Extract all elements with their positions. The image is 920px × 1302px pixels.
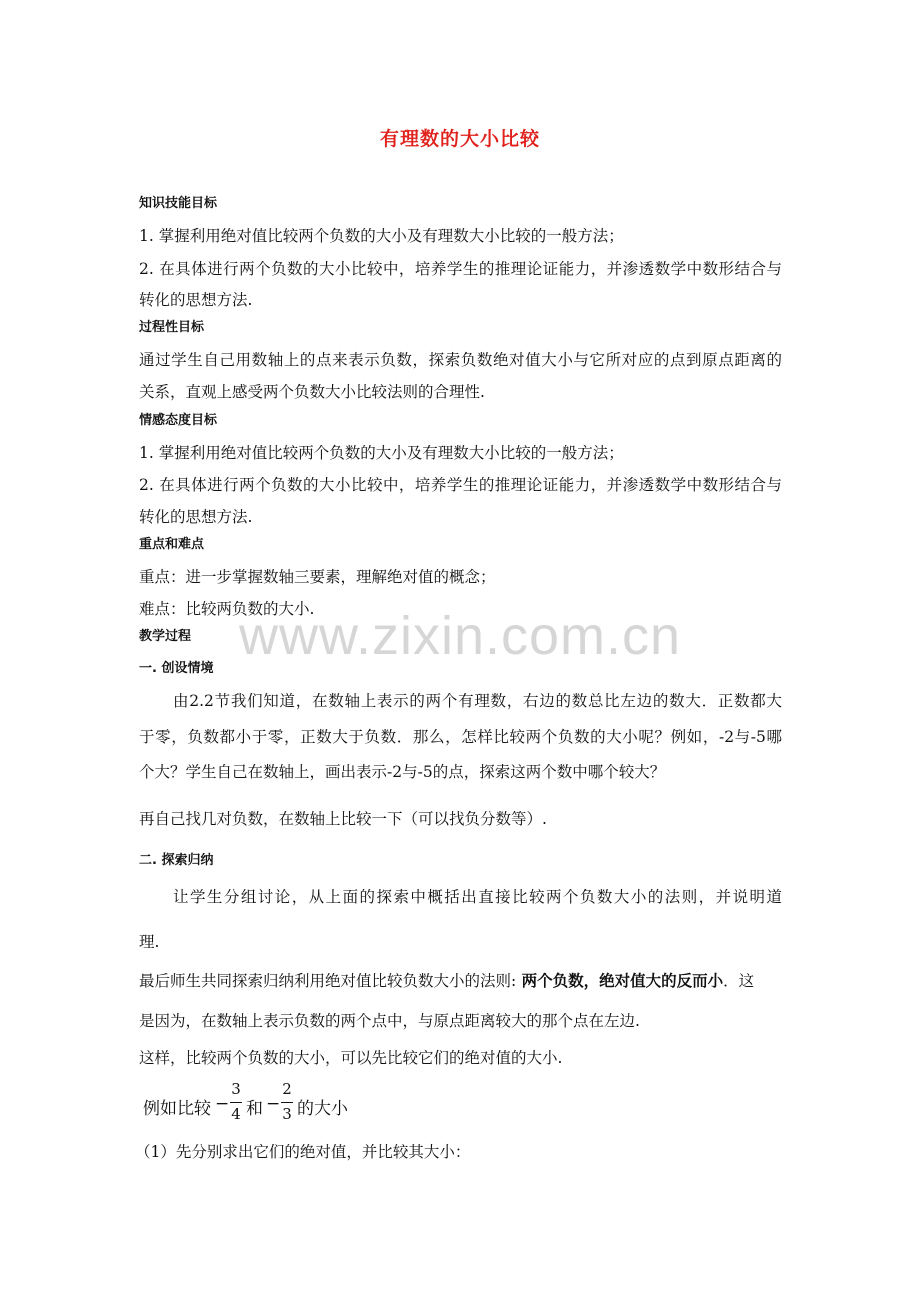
step-1-text: （1）先分别求出它们的绝对值，并比较其大小： (135, 1143, 471, 1161)
part1-paragraph-line-3: 个大？学生自己在数轴上，画出表示-2与-5的点，探索这两个数中哪个较大？ (139, 763, 666, 781)
emotion-item-1: 1. 掌握利用绝对值比较两个负数的大小及有理数大小比较的一般方法； (139, 444, 624, 462)
fraction-bar (281, 1102, 293, 1103)
fraction-numerator: 2 (282, 1080, 292, 1098)
part2-paragraph-2-line-2: 是因为，在数轴上表示负数的两个点中，与原点距离较大的那个点在左边. (139, 1012, 640, 1030)
process-text-line-1: 通过学生自己用数轴上的点来表示负数，探索负数绝对值大小与它所对应的点到原点距离的 (139, 351, 782, 369)
part2-paragraph-2-line-1 (139, 971, 754, 991)
heading-process-goals: 过程性目标 (139, 320, 205, 335)
knowledge-item-2-line-2: 转化的思想方法. (139, 291, 253, 309)
rule-tail-text: ．这 (723, 972, 755, 990)
key-point-focus: 重点：进一步掌握数轴三要素，理解绝对值的概念； (139, 568, 496, 586)
part2-paragraph-3: 这样，比较两个负数的大小，可以先比较它们的绝对值的大小. (139, 1049, 563, 1067)
watermark: www.zixin.com.cn (238, 606, 682, 666)
example-suffix: 的大小 (297, 1099, 348, 1119)
emotion-item-2-line-1: 2. 在具体进行两个负数的大小比较中，培养学生的推理论证能力，并渗透数学中数形结合与 (139, 476, 782, 494)
fraction-numerator: 3 (231, 1080, 241, 1098)
fraction-denominator: 3 (282, 1105, 292, 1123)
part1-paragraph-line-2: 于零，负数都小于零，正数大于负数．那么，怎样比较两个负数的大小呢？例如，-2与-5哪 (139, 728, 782, 746)
heading-key-points: 重点和难点 (139, 537, 205, 552)
part1-paragraph-line-1: 由2.2节我们知道，在数轴上表示的两个有理数，右边的数总比左边的数大．正数都大 (173, 692, 782, 710)
knowledge-item-2-line-1: 2. 在具体进行两个负数的大小比较中，培养学生的推理论证能力，并渗透数学中数形结合与 (139, 260, 782, 278)
fraction-bar (230, 1102, 242, 1103)
example-and: 和 (246, 1099, 263, 1119)
part1-paragraph-2: 再自己找几对负数，在数轴上比较一下（可以找负分数等）. (139, 810, 547, 828)
fraction-denominator: 4 (231, 1105, 241, 1123)
heading-knowledge-goals: 知识技能目标 (139, 196, 218, 211)
example-prefix: 例如比较 (143, 1099, 211, 1119)
heading-emotion-goals: 情感态度目标 (139, 413, 218, 428)
heading-part-2: 二. 探索归纳 (139, 853, 214, 868)
emotion-item-2-line-2: 转化的思想方法. (139, 508, 253, 526)
key-point-difficulty: 难点：比较两负数的大小. (139, 600, 315, 618)
page-title: 有理数的大小比较 (379, 128, 540, 150)
minus-sign: − (215, 1094, 230, 1114)
rule-statement: 两个负数，绝对值大的反而小 (516, 972, 724, 990)
rule-intro-text: 最后师生共同探索归纳利用绝对值比较负数大小的法则: (139, 972, 517, 990)
part2-paragraph-1-line-1: 让学生分组讨论，从上面的探索中概括出直接比较两个负数大小的法则，并说明道 (173, 888, 782, 906)
heading-part-1: 一. 创设情境 (139, 661, 214, 676)
heading-teaching-process: 教学过程 (139, 629, 192, 644)
minus-sign: − (266, 1094, 281, 1114)
process-text-line-2: 关系，直观上感受两个负数大小比较法则的合理性. (139, 383, 485, 401)
knowledge-item-1: 1. 掌握利用绝对值比较两个负数的大小及有理数大小比较的一般方法； (139, 227, 624, 245)
part2-paragraph-1-line-2: 理. (139, 933, 160, 951)
